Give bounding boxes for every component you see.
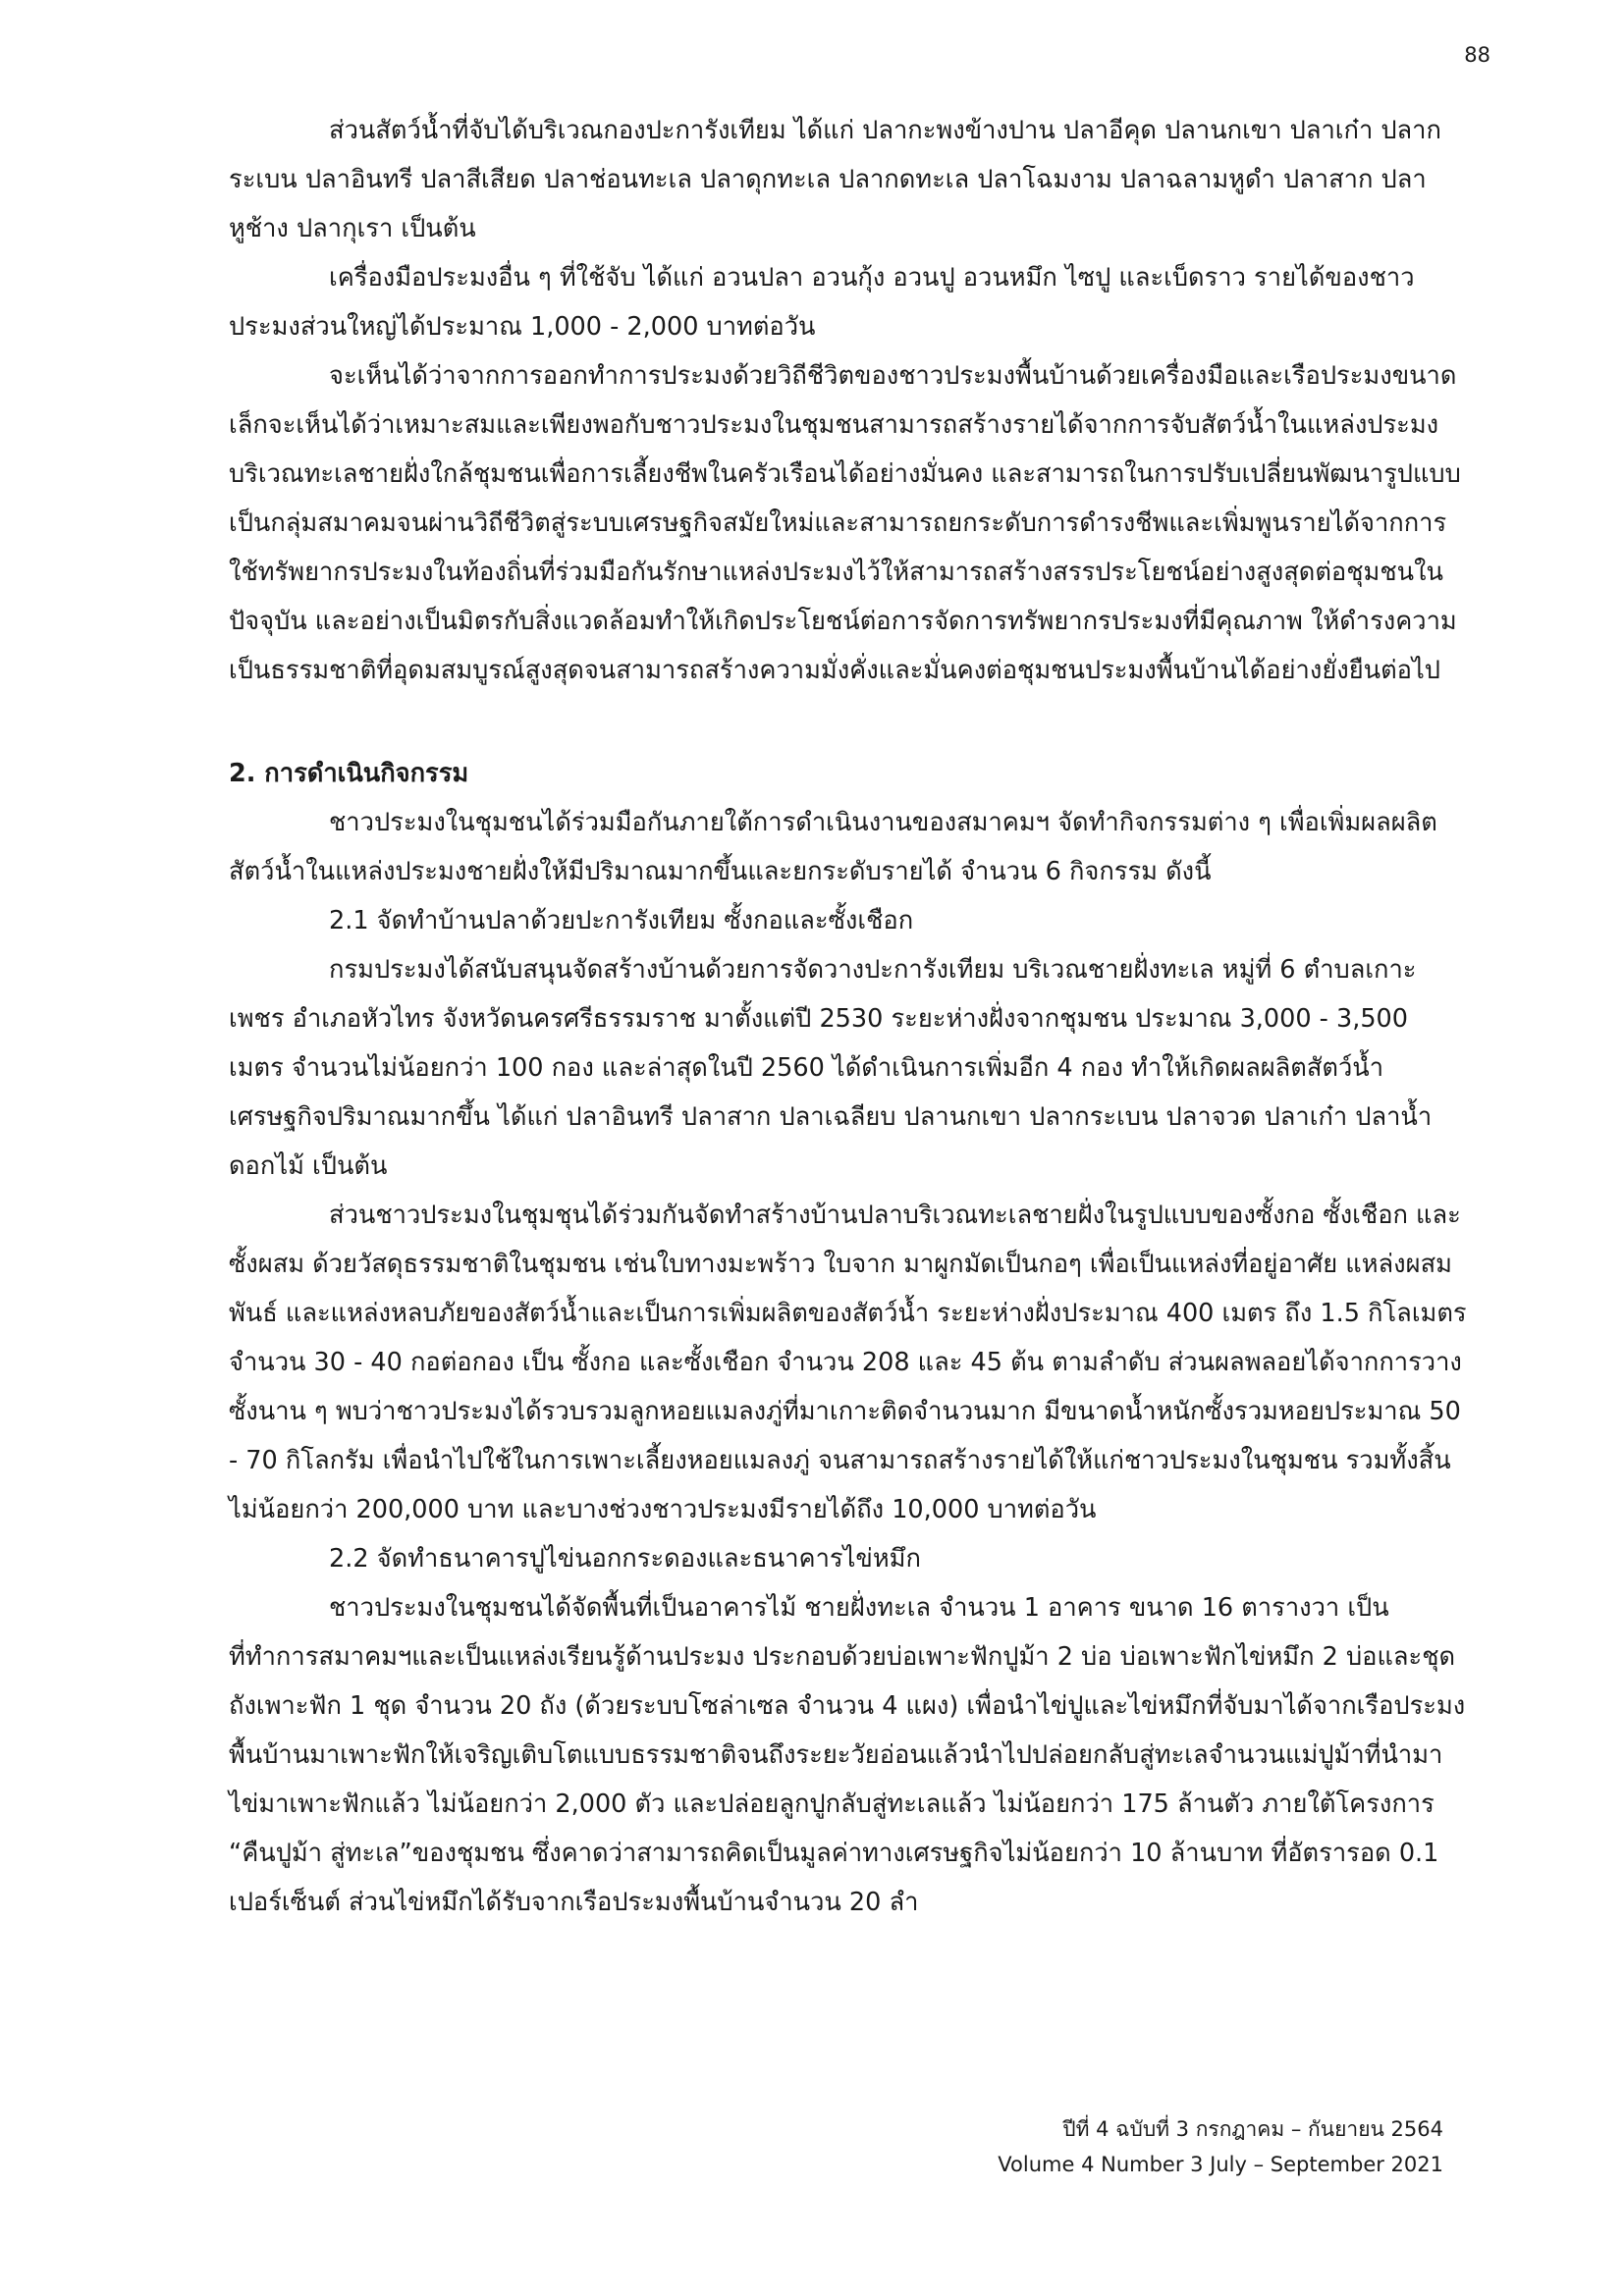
paragraph-crab-bank: ชาวประมงในชุมชนได้จัดพื้นที่เป็นอาคารไม้ ชายฝั่งทะเล จำนวน 1 อาคาร ขนาด 16 ตารางวา เป็นที่ทำการสมาคมฯและเป็นแหล่งเรียนรู้ด้านประมง ประกอบด้วยบ่อเพาะฟักปูม้า 2 บ่อ บ่อเพาะฟักไข่หมึก 2 บ่อและชุดถังเพาะฟัก 1 ชุด จำนวน 20 ถัง (ด้วยระบบโซล่าเซล จำนวน 4 แผง) เพื่อนำไข่ปูและไข่หมึกที่จับมาได้จากเรือประมงพื้นบ้านมาเพาะฟักให้เจริญเติบโตแบบธรรมชาติจนถึงระยะวัยอ่อนแล้วนำไปปล่อยกลับสู่ทะเลจำนวนแม่ปูม้าที่นำมาไข่มาเพาะฟักแล้ว ไม่น้อยกว่า 2,000 ตัว และปล่อยลูกปูกลับสู่ทะเลแล้ว ไม่น้อยกว่า 175 ล้านตัว ภายใต้โครงการ “คืนปูม้า สู่ทะเล”ของชุมชน ซึ่งคาดว่าสามารถคิดเป็นมูลค่าทางเศรษฐกิจไม่น้อยกว่า 10 ล้านบาท ที่อัตรารอด 0.1 เปอร์เซ็นต์ ส่วนไข่หมึกได้รับจากเรือประมงพื้นบ้านจำนวน 20 ลำ [229,1593,1466,1917]
subsection-heading-2-1: 2.1 จัดทำบ้านปลาด้วยปะการังเทียม ซั้งกอและซั้งเชือก [329,906,914,935]
footer-issue-english: Volume 4 Number 3 July – September 2021 [998,2153,1443,2176]
paragraph-catch-species: ส่วนสัตว์น้ำที่จับได้บริเวณกองปะการังเทียม ได้แก่ ปลากะพงข้างปาน ปลาอีคุด ปลานกเขา ปลาเก๋า ปลากระเบน ปลาอินทรี ปลาสีเสียด ปลาช่อนทะเล ปลาดุกทะเล ปลากดทะเล ปลาโฉมงาม ปลาฉลามหูดำ ปลาสาก ปลาหูช้าง ปลากุเรา เป็นต้น [229,116,1441,243]
section-heading-activities: 2. การดำเนินกิจกรรม [229,759,469,788]
article-body [229,106,1468,1927]
footer-issue-thai: ปีที่ 4 ฉบับที่ 3 กรกฎาคม – กันยายน 2564 [1062,2117,1443,2141]
paragraph-fish-houses: ส่วนชาวประมงในชุมชุนได้ร่วมกันจัดทำสร้างบ้านปลาบริเวณทะเลชายฝั่งในรูปแบบของซั้งกอ ซั้งเชือก และซั้งผสม ด้วยวัสดุธรรมชาติในชุมชน เช่นใบทางมะพร้าว ใบจาก มาผูกมัดเป็นกอๆ เพื่อเป็นแหล่งที่อยู่อาศัย แหล่งผสมพันธ์ และแหล่งหลบภัยของสัตว์น้ำและเป็นการเพิ่มผลิตของสัตว์น้ำ ระยะห่างฝั่งประมาณ 400 เมตร ถึง 1.5 กิโลเมตร จำนวน 30 - 40 กอต่อกอง เป็น ซั้งกอ และซั้งเชือก จำนวน 208 และ 45 ต้น ตามลำดับ ส่วนผลพลอยได้จากการวางซั้งนาน ๆ พบว่าชาวประมงได้รวบรวมลูกหอยแมลงภู่ที่มาเกาะติดจำนวนมาก มีขนาดน้ำหนักซั้งรวมหอยประมาณ 50 - 70 กิโลกรัม เพื่อนำไปใช้ในการเพาะเลี้ยงหอยแมลงภู่ จนสามารถสร้างรายได้ให้แก่ชาวประมงในชุมชน รวมทั้งสิ้นไม่น้อยกว่า 200,000 บาท และบางช่วงชาวประมงมีรายได้ถึง 10,000 บาทต่อวัน [229,1201,1467,1524]
page-number: 88 [1464,43,1490,67]
paragraph-activities-intro: ชาวประมงในชุมชนได้ร่วมมือกันภายใต้การดำเนินงานของสมาคมฯ จัดทำกิจกรรมต่าง ๆ เพื่อเพิ่มผลผลิตสัตว์น้ำในแหล่งประมงชายฝั่งให้มีปริมาณมากขึ้นและยกระดับรายได้ จำนวน 6 กิจกรรม ดังนี้ [229,808,1437,886]
subsection-heading-2-2: 2.2 จัดทำธนาคารปูไข่นอกกระดองและธนาคารไข่หมึก [329,1544,921,1574]
paragraph-other-gear: เครื่องมือประมงอื่น ๆ ที่ใช้จับ ได้แก่ อวนปลา อวนกุ้ง อวนปู อวนหมึก ไซปู และเบ็ดราว รายได้ของชาวประมงส่วนใหญ่ได้ประมาณ 1,000 - 2,000 บาทต่อวัน [229,263,1415,342]
paragraph-artificial-reef: กรมประมงได้สนับสนุนจัดสร้างบ้านด้วยการจัดวางปะการังเทียม บริเวณชายฝั่งทะเล หมู่ที่ 6 ตำบลเกาะเพชร อำเภอหัวไทร จังหวัดนครศรีธรรมราช มาตั้งแต่ปี 2530 ระยะห่างฝั่งจากชุมชน ประมาณ 3,000 - 3,500 เมตร จำนวนไม่น้อยกว่า 100 กอง และล่าสุดในปี 2560 ได้ดำเนินการเพิ่มอีก 4 กอง ทำให้เกิดผลผลิตสัตว์น้ำเศรษฐกิจปริมาณมากขึ้น ได้แก่ ปลาอินทรี ปลาสาก ปลาเฉลียบ ปลานกเขา ปลากระเบน ปลาจวด ปลาเก๋า ปลาน้ำดอกไม้ เป็นต้น [229,955,1433,1181]
paragraph-conclusion: จะเห็นได้ว่าจากการออกทำการประมงด้วยวิถีชีวิตของชาวประมงพื้นบ้านด้วยเครื่องมือและเรือประมงขนาดเล็กจะเห็นได้ว่าเหมาะสมและเพียงพอกับชาวประมงในชุมชนสามารถสร้างรายได้จากการจับสัตว์น้ำในแหล่งประมงบริเวณทะเลชายฝั่งใกล้ชุมชนเพื่อการเลี้ยงชีพในครัวเรือนได้อย่างมั่นคง และสามารถในการปรับเปลี่ยนพัฒนารูปแบบเป็นกลุ่มสมาคมจนผ่านวิถีชีวิตสู่ระบบเศรษฐกิจสมัยใหม่และสามารถยกระดับการดำรงชีพและเพิ่มพูนรายได้จากการใช้ทรัพยากรประมงในท้องถิ่นที่ร่วมมือกันรักษาแหล่งประมงไว้ให้สามารถสร้างสรรประโยชน์อย่างสูงสุดต่อชุมชนในปัจจุบัน และอย่างเป็นมิตรกับสิ่งแวดล้อมทำให้เกิดประโยชน์ต่อการจัดการทรัพยากรประมงที่มีคุณภาพ ให้ดำรงความเป็นธรรมชาติที่อุดมสมบูรณ์สูงสุดจนสามารถสร้างความมั่งคั่งและมั่นคงต่อชุมชนประมงพื้นบ้านได้อย่างยั่งยืนต่อไป [229,361,1461,685]
